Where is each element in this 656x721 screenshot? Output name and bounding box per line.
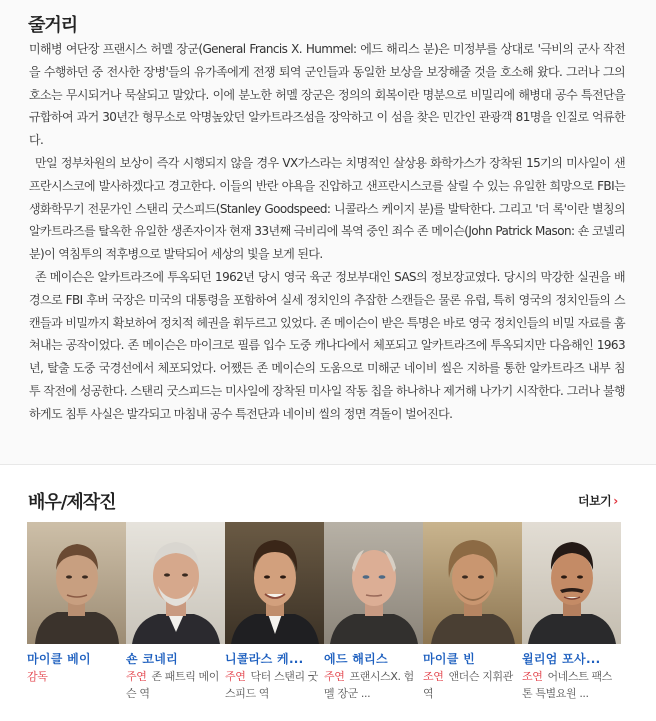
cast-card-michael-biehn[interactable] [423,522,522,717]
cast-photo[interactable] [126,522,225,644]
cast-name[interactable]: 마이클 베이 [27,652,91,666]
cast-role: 주연 [324,670,345,683]
cast-character: 닥터 스탠리 굿스피드 역 [225,670,319,700]
cast-character: 앤더슨 지휘관 역 [423,670,513,700]
cast-meta [126,668,221,702]
cast-card-nicolas-cage[interactable] [225,522,324,717]
cast-meta [27,668,122,685]
cast-meta [522,668,617,702]
cast-section-title: 배우/제작진 [28,492,116,513]
cast-role: 감독 [27,670,48,683]
cast-character: 존 패트릭 메이슨 역 [126,670,220,700]
cast-photo[interactable] [324,522,423,644]
cast-character: 어네스트 팩스톤 특별요원 ... [522,670,612,700]
cast-role: 주연 [225,670,246,683]
cast-meta [423,668,518,702]
cast-name[interactable]: 마이클 빈 [423,652,476,666]
cast-list [27,522,625,717]
cast-name[interactable]: 숀 코네리 [126,652,179,666]
more-label: 더보기 [578,494,612,508]
synopsis-paragraph: 미해병 여단장 프랜시스 허멜 장군(General Francis X. Hummel: 에드 해리스 분)은 미정부를 상대로 '극비의 군사 작전을 수행하던 중 전사한 장병'들의 유가족에게 전쟁 퇴역 군인들과 동일한 보상을 보장해줄 것을 호소해 왔다. 그러나 그의 호소는 무시되거나 묵살되고 말았다. 이에 분노한 허멜 장군은 정의의 회복이란 명분으로 비밀리에 해병대 공수 특전단을 규합하여 과거 30년간 형무소로 악명높았던 알카트라즈섬을 장악하고 이 섬을 찾은 민간인 관광객 81명을 인질로 억류한다. [29,42,625,148]
synopsis-paragraph: 만일 정부차원의 보상이 즉각 시행되지 않을 경우 VX가스라는 치명적인 살상용 화학가스가 장착된 15기의 미사일이 샌프란시스코에 발사하겠다고 경고한다. 이들의 반란 야욕을 진압하고 샌프란시스코를 살릴 수 있는 유일한 희망으로 FBI는 생화학무기 전문가인 스탠리 굿스피드(Stanley Goodspeed: 니콜라스 케이지 분)를 발탁한다. 그리고 '더 록'이란 별칭의 알카트라즈를 탈옥한 유일한 생존자이자 현재 33년째 극비리에 복역 중인 죄수 존 메이슨(John Patrick Mason: 숀 코넬리 분)이 역침투의 적후병으로 발탁되어 세상의 빛을 보게 된다. [29,155,625,262]
cast-card-william-forsythe[interactable] [522,522,621,717]
cast-role: 주연 [126,670,147,683]
cast-card-sean-connery[interactable] [126,522,225,717]
cast-photo[interactable] [423,522,522,644]
synopsis-title: 줄거리 [28,15,78,36]
cast-role: 조연 [423,670,444,683]
synopsis-body [29,38,625,426]
section-divider [0,464,656,465]
cast-card-michael-bay[interactable] [27,522,126,717]
cast-photo[interactable] [225,522,324,644]
more-button[interactable] [578,492,618,509]
cast-card-ed-harris[interactable] [324,522,423,717]
cast-photo[interactable] [522,522,621,644]
chevron-right-icon: › [613,494,618,508]
synopsis-paragraph: 존 메이슨은 알카트라즈에 투옥되던 1962년 당시 영국 육군 정보부대인 SAS의 정보장교였다. 당시의 막강한 실권을 배경으로 FBI 후버 국장은 미국의 대통령을 포함하여 실세 정치인의 추잡한 스캔들은 물론 유럽, 특히 영국의 정치인들의 스캔들과 비밀까지 확보하여 정치적 헤권을 휘두르고 있었다. 존 메이슨이 받은 특명은 바로 영국 정치인들의 비밀 자료를 훔쳐내는 공작이었다. 존 메이슨은 마이크로 필름 입수 도중 캐나다에서 체포되고 알카트라즈에 투옥되지만 다음해인 1963년, 탈출 도중 국경선에서 체포되었다. 어쨌든 존 메이슨의 도움으로 미해군 네이비 씰은 지하를 통한 알카트라즈 내부 침투 작전에 성공한다. 스탠리 굿스피드는 미사일에 장착된 미사일 작동 칩을 하나하나 제거해 나가기 시작한다. 그러나 불행하게도 침투 사실은 발각되고 마침내 공수 특전단과 네이비 씰의 정면 격돌이 벌어진다. [29,269,625,421]
cast-meta [324,668,419,702]
cast-name[interactable]: 니콜라스 케... [225,652,304,666]
cast-name[interactable]: 윌리엄 포사... [522,652,601,666]
cast-name[interactable]: 에드 해리스 [324,652,388,666]
cast-character: 프랜시스X. 험멜 장군 ... [324,670,414,700]
cast-meta [225,668,320,702]
cast-role: 조연 [522,670,543,683]
cast-photo[interactable] [27,522,126,644]
